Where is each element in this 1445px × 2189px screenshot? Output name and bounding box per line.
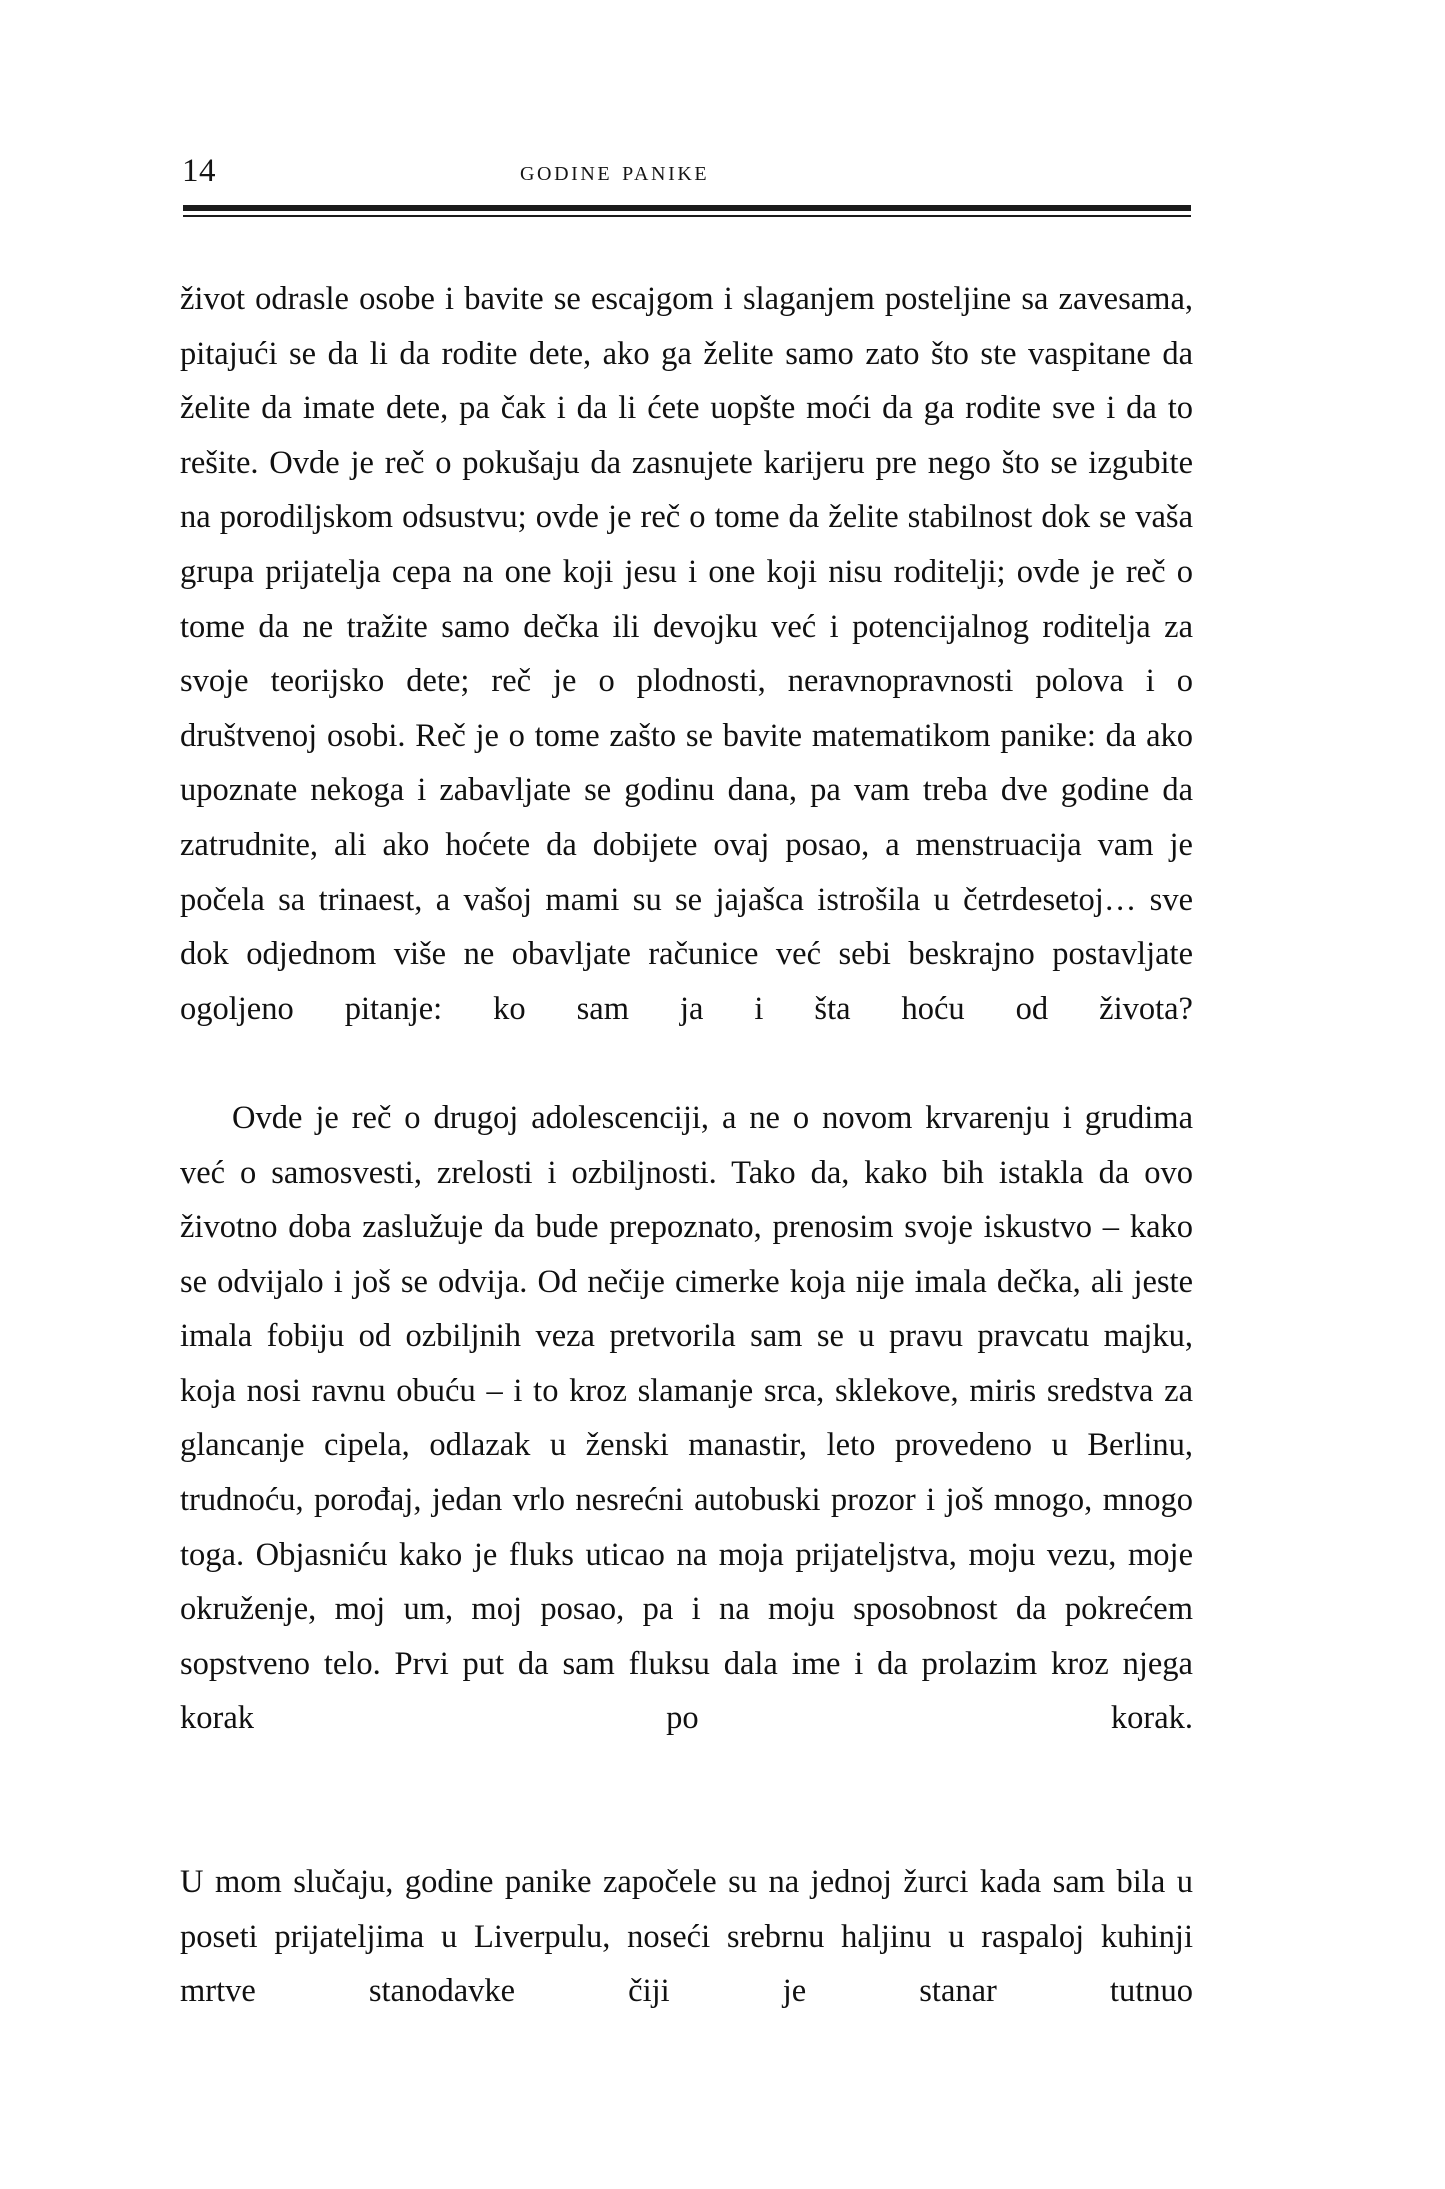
paragraph: život odrasle osobe i bavite se escajgom i slaganjem posteljine sa zavesama, pitajući se da li da rodite dete, ako ga želite samo zato što ste vaspitane da želite da imate dete, pa čak i da li ćete uopšte moći da ga rodite sve i da to rešite. Ovde je reč o pokušaju da zasnujete karijeru pre nego što se izgubite na porodiljskom odsustvu; ovde je reč o tome da želite stabilnost dok se vaša grupa prijatelja cepa na one koji jesu i one koji nisu roditelji; ovde je reč o tome da ne tražite samo dečka ili devojku već i potencijalnog roditelja za svoje teorijsko dete; reč je o plodnosti, neravnopravnosti polova i o društvenoj osobi. Reč je o tome zašto se bavite matematikom panike: da ako upoznate nekoga i zabavljate se godinu dana, pa vam treba dve godine da zatrudnite, ali ako hoćete da dobijete ovaj posao, a menstruacija vam je počela sa trinaest, a vašoj mami su se jajašca istrošila u četrdesetoj… sve dok odjednom više ne obavljate računice već sebi beskrajno postavljate ogoljeno pitanje: ko sam ja i šta hoću od života? <box>180 281 1193 1027</box>
running-title: godine panike <box>520 155 710 187</box>
divider-thick-line <box>183 205 1191 211</box>
body-text-block <box>180 272 1193 2074</box>
header-divider-rule <box>183 205 1191 217</box>
paragraph: Ovde je reč o drugoj adolescenciji, a ne o novom krvarenju i grudima već o samosvesti, zrelosti i ozbiljnosti. Tako da, kako bih istakla da ovo životno doba zaslužuje da bude prepoznato, prenosim svoje iskustvo – kako se odvijalo i još se odvija. Od nečije cimerke koja nije imala dečka, ali jeste imala fobiju od ozbiljnih veza pretvorila sam se u pravu pravcatu majku, koja nosi ravnu obuću – i to kroz slamanje srca, sklekove, miris sredstva za glancanje cipela, odlazak u ženski manastir, leto provedeno u Berlinu, trudnoću, porođaj, jedan vrlo nesrećni autobuski prozor i još mnogo, mnogo toga. Objasniću kako je fluks uticao na moja prijateljstva, moju vezu, moje okruženje, moj um, moj posao, pa i na moju sposobnost da pokrećem sopstveno telo. Prvi put da sam fluksu dala ime i da prolazim kroz njega korak po korak. <box>180 1099 1193 1737</box>
running-header <box>182 148 1192 200</box>
page-number: 14 <box>182 153 216 189</box>
divider-thin-line <box>183 215 1191 217</box>
paragraph: U mom slučaju, godine panike započele su na jednoj žurci kada sam bila u poseti prijateljima u Liverpulu, noseći srebrnu haljinu u raspaloj kuhinji mrtve stanodavke čiji je stanar tutnuo <box>180 1864 1193 2010</box>
